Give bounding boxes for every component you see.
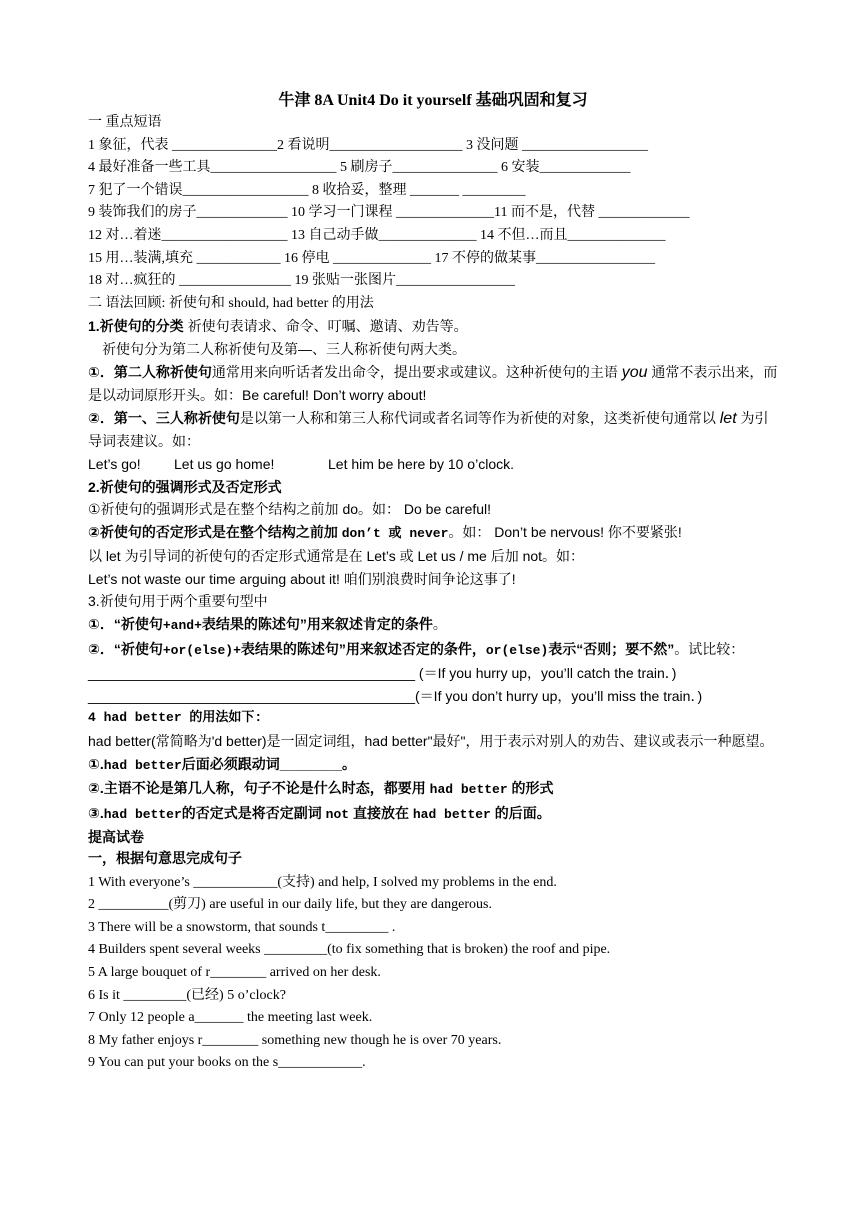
pattern2-head: ②．“祈使句 — [88, 640, 163, 657]
section-4-line1: had better(常简略为'd better)是一固定词组，had better"最好"，用于表示对别人的劝告、建议或表示一种愿望。 — [88, 733, 774, 750]
section-4-rule1 — [88, 753, 778, 778]
test-item: 2 __________(剪刀) are useful in our daily life, but they are dangerous. — [88, 897, 492, 913]
document-title: 牛津 8A Unit4 Do it yourself 基础巩固和复习 — [278, 92, 588, 109]
rule3-mid: 的否定式是将否定副词 — [181, 804, 326, 821]
test-item: 1 With everyone’s ____________(支持) and help, I solved my problems in the end. — [88, 874, 557, 890]
example-1: Let’s go! — [88, 455, 141, 472]
point1-you: you — [621, 363, 648, 381]
phrase-row: 1 象征，代表 _______________2 看说明___________________ 3 没问题 __________________ — [88, 137, 648, 153]
pattern1-mono: +and+ — [162, 618, 202, 634]
section-2-line4: Let’s not waste our time arguing about it! 咱们别浪费时间争论这事了! — [88, 570, 516, 587]
pattern1-end: 。 — [432, 616, 447, 633]
section-2-line2 — [88, 521, 778, 546]
phrase-row: 4 最好准备一些工具__________________ 5 刷房子_______________ 6 安装_____________ — [88, 160, 631, 176]
section-3-title: 3.祈使句用于两个重要句型中 — [88, 593, 268, 610]
test-item: 8 My father enjoys r________ something new though he is over 70 years. — [88, 1032, 502, 1048]
point1-head: ①．第二人称祈使句 — [88, 363, 212, 380]
point2-text: 是以第一人称和第三人称代词或者名词等作为祈使的对象，这类祈使句通常以 — [239, 409, 720, 426]
point2-let: let — [719, 409, 737, 427]
test-item: 7 Only 12 people a_______ the meeting last week. — [88, 1010, 373, 1026]
pattern2-mono2: or(else) — [485, 642, 549, 658]
test-item: 3 There will be a snowstorm, that sounds t_________ . — [88, 919, 396, 935]
section-1-title — [88, 315, 778, 338]
examples-line — [88, 453, 778, 476]
rule2-head: ②.主语不论是第几人称，句子不论是什么时态，都要用 — [88, 780, 430, 797]
rule2-tail: 的形式 — [507, 780, 554, 797]
pattern2-end: 。试比较： — [674, 640, 745, 657]
rule1-tail: 后面必须跟动词________。 — [181, 755, 357, 772]
section-3-line1 — [88, 613, 778, 638]
section-3-line2 — [88, 638, 778, 663]
phrase-row: 15 用…装满,填充 ____________ 16 停电 ______________ 17 不停的做某事_________________ — [88, 250, 655, 266]
section-2-line3: 以 let 为引导词的祈使句的否定形式通常是在 Let’s 或 Let us / me 后加 not。如： — [88, 548, 585, 565]
rule1-head: ①. — [88, 755, 104, 772]
section-4-title: 4 had better 的用法如下: — [88, 710, 263, 726]
phrase-row: 12 对…着迷__________________ 13 自己动手做______________ 14 不但…而且______________ — [88, 227, 666, 243]
neg-form-words: don’t 或 never — [341, 525, 449, 541]
pattern2-tail: 表示“否则；要不然” — [548, 640, 675, 657]
test-heading: 提高试卷 — [88, 829, 144, 846]
compare-blank-2: __________________________________________(＝If you don’t hurry up，you’ll miss the train．) — [88, 687, 703, 704]
section-1-label: 1.祈使句的分类 — [88, 318, 184, 335]
example-3: Let him be here by 10 o’clock. — [328, 455, 514, 472]
section-1-point1 — [88, 361, 778, 407]
rule2-mono: had better — [429, 782, 508, 798]
rule3-tail: 的后面。 — [490, 804, 551, 821]
phrases-list — [88, 135, 778, 293]
test-item: 5 A large bouquet of r________ arrived on her desk. — [88, 964, 381, 980]
rule3-mono1: had better — [103, 806, 182, 822]
section-2-line1: ①祈使句的强调形式是在整个结构之前加 do。如： Do be careful! — [88, 501, 492, 518]
pattern2-mid: 表结果的陈述句”用来叙述否定的条件， — [240, 640, 486, 657]
phrase-row: 18 对…疯狂的 ________________ 19 张贴一张图片_________________ — [88, 273, 515, 289]
grammar-heading: 二 语法回顾: 祈使句和 should, had better 的用法 — [88, 295, 374, 311]
neg-form-tail: 。如： Don’t be nervous! 你不要紧张! — [448, 523, 682, 540]
rule3-mono2: not — [325, 806, 350, 822]
compare-blank-1: __________________________________________ (＝If you hurry up，you’ll catch the train．) — [88, 665, 677, 682]
rule1-mono: had better — [103, 757, 182, 773]
pattern1-tail: 表结果的陈述句”用来叙述肯定的条件 — [201, 616, 433, 633]
test-item: 9 You can put your books on the s____________. — [88, 1055, 366, 1071]
section-1-desc: 祈使句表请求、命令、叮嘱、邀请、劝告等。 — [183, 318, 468, 335]
point2-head: ②．第一、三人称祈使句 — [88, 409, 240, 426]
document-page — [88, 90, 778, 1075]
test-items — [88, 872, 778, 1075]
phrases-heading: 一 重点短语 — [88, 115, 162, 130]
point2-text2: 为引导词表建议。如： — [88, 409, 769, 450]
section-4-rule2 — [88, 777, 778, 802]
section-1-line2: 祈使句分为第二人称祈使句及第—、三人称祈使句两大类。 — [102, 340, 466, 357]
pattern2-mono: +or(else)+ — [162, 642, 241, 658]
example-2: Let us go home! — [174, 455, 275, 472]
test-item: 6 Is it _________(已经) 5 o’clock? — [88, 987, 286, 1003]
rule3-mono3: had better — [412, 806, 491, 822]
pattern1-head: ①．“祈使句 — [88, 616, 163, 633]
rule3-head: ③. — [88, 804, 104, 821]
section-2-title: 2.祈使句的强调形式及否定形式 — [88, 478, 282, 495]
test-item: 4 Builders spent several weeks _________(to fix something that is broken) the roof and pipe. — [88, 942, 611, 958]
rule3-mid2: 直接放在 — [349, 804, 413, 821]
phrase-row: 7 犯了一个错误__________________ 8 收拾妥，整理 _______ _________ — [88, 182, 526, 198]
section-1-point2 — [88, 407, 778, 453]
section-4-rule3 — [88, 802, 778, 827]
point1-text: 通常用来向听话者发出命令，提出要求或建议。这种祈使句的主语 — [211, 363, 622, 380]
point1-text2: 通常不表示出来，而是以动词原形开头。如：Be careful! Don’t worry about! — [88, 363, 778, 404]
test-subheading: 一，根据句意思完成句子 — [88, 852, 242, 867]
phrase-row: 9 装饰我们的房子_____________ 10 学习一门课程 ______________11 而不是，代替 _____________ — [88, 205, 690, 221]
neg-form-head: ②祈使句的否定形式是在整个结构之前加 — [88, 523, 342, 540]
